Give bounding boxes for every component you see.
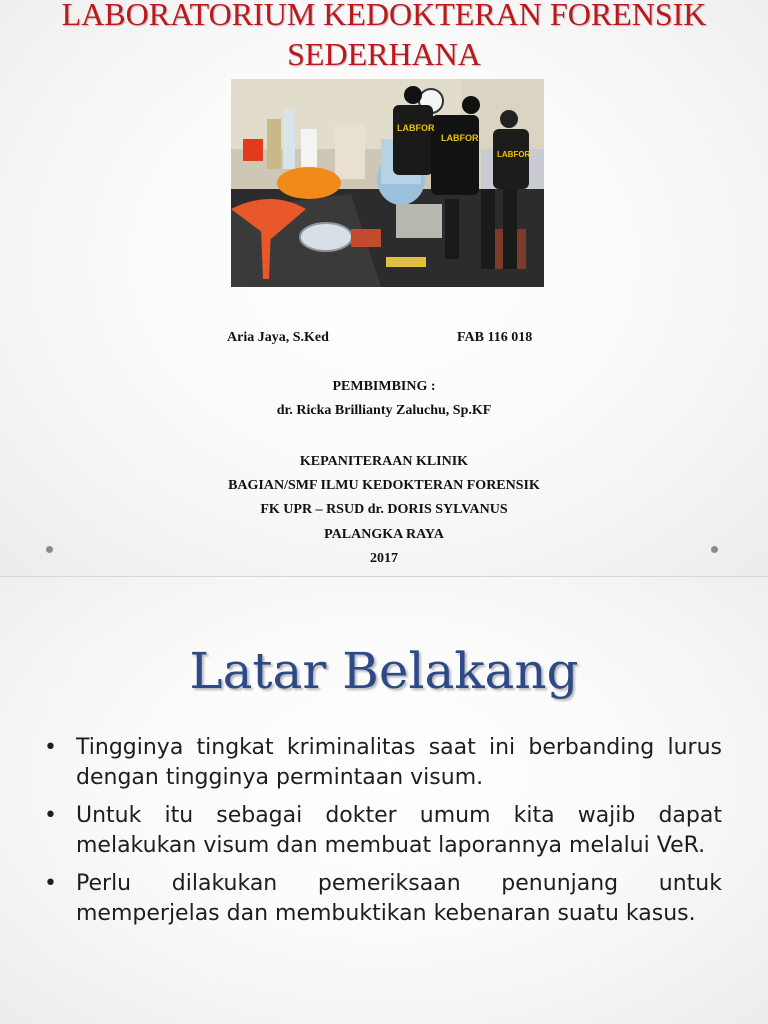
institution-line-5: 2017	[370, 551, 398, 566]
bullet-icon: •	[44, 871, 57, 896]
list-item	[44, 733, 722, 793]
slide-title-line-2: SEDERHANA	[287, 36, 481, 72]
slide-corner-dot-right	[711, 546, 718, 553]
slide-title	[0, 0, 768, 74]
bullet-icon: •	[44, 803, 57, 828]
bullet-text: Tingginya tingkat kriminalitas saat ini berbanding lurus dengan tingginya permintaan visum.	[76, 735, 722, 790]
list-item	[44, 801, 722, 861]
forensic-lab-photo	[231, 79, 544, 287]
author-id: FAB 116 018	[457, 330, 533, 345]
bullet-text: Perlu dilakukan pemeriksaan penunjang untuk memperjelas dan membuktikan kebenaran suatu kasus.	[76, 871, 722, 926]
institution-line-2: BAGIAN/SMF ILMU KEDOKTERAN FORENSIK	[228, 478, 540, 493]
bullet-text: Untuk itu sebagai dokter umum kita wajib dapat melakukan visum dan membuat laporannya melalui VeR.	[76, 803, 722, 858]
list-item	[44, 869, 722, 929]
advisor-heading: PEMBIMBING :	[332, 379, 436, 394]
vest-label-2: LABFOR	[441, 133, 479, 143]
institution-line-1: KEPANITERAAN KLINIK	[299, 454, 469, 469]
institution-line-3: FK UPR – RSUD dr. DORIS SYLVANUS	[260, 502, 508, 517]
bullet-list	[44, 733, 722, 937]
institution-line-4: PALANGKA RAYA	[324, 527, 444, 542]
advisor-name: dr. Ricka Brillianty Zaluchu, Sp.KF	[276, 403, 492, 418]
vest-label-1: LABFOR	[397, 123, 435, 133]
slide-title-line-1: LABORATORIUM KEDOKTERAN FORENSIK	[61, 0, 707, 32]
bullet-icon: •	[44, 735, 57, 760]
slide-corner-dot-left	[46, 546, 53, 553]
slide-title: Latar Belakang	[189, 642, 579, 700]
background-slide	[0, 577, 768, 1024]
vest-label-3: LABFOR	[497, 150, 531, 159]
author-name: Aria Jaya, S.Ked	[227, 330, 329, 345]
